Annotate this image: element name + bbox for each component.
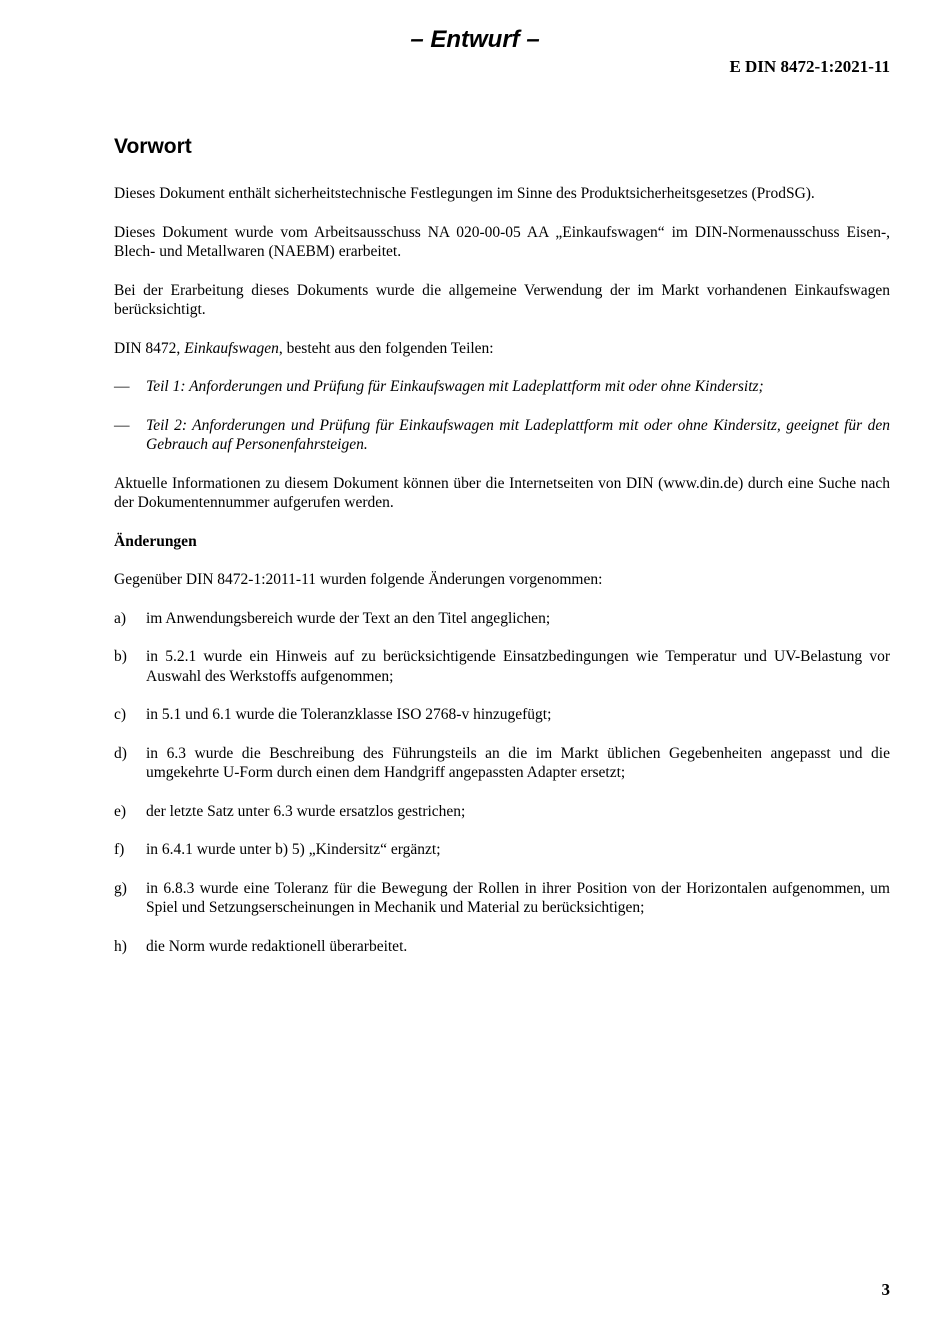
foreword-paragraph-3: Bei der Erarbeitung dieses Dokuments wurde die allgemeine Verwendung der im Markt vorhandenen Einkaufswagen berücksichtigt. <box>114 281 890 318</box>
change-label: e) <box>114 802 127 820</box>
parts-list-item <box>114 416 890 455</box>
foreword-paragraph-2: Dieses Dokument wurde vom Arbeitsausschuss NA 020-00-05 AA „Einkaufswagen“ im DIN-Normenausschuss Eisen-, Blech- und Metallwaren (NAEBM) erarbeitet. <box>114 223 890 260</box>
changes-intro: Gegenüber DIN 8472-1:2011-11 wurden folgende Änderungen vorgenommen: <box>114 571 603 588</box>
change-item <box>114 647 890 686</box>
part-text: Teil 2: Anforderungen und Prüfung für Einkaufswagen mit Ladeplattform mit oder ohne Kindersitz, geeignet für den Gebrauch auf Personenfahrsteigen. <box>146 416 890 453</box>
list-dash: — <box>114 416 130 434</box>
change-text: in 6.3 wurde die Beschreibung des Führungsteils an die im Markt üblichen Gegebenheiten angepasst und die umgekehrte U-Form durch einen dem Handgriff angepassten Adapter ersetzt; <box>146 744 890 781</box>
page-content <box>114 133 890 975</box>
changes-heading: Änderungen <box>114 532 197 550</box>
change-text: der letzte Satz unter 6.3 wurde ersatzlos gestrichen; <box>146 802 466 820</box>
parts-intro-title: Einkaufswagen <box>184 339 279 357</box>
part-text: Teil 1: Anforderungen und Prüfung für Einkaufswagen mit Ladeplattform mit oder ohne Kindersitz; <box>146 378 764 395</box>
change-label: f) <box>114 841 125 858</box>
parts-intro <box>114 339 890 359</box>
page-number: 3 <box>881 1280 890 1299</box>
change-item <box>114 705 890 725</box>
change-label: a) <box>114 609 127 627</box>
list-dash: — <box>114 378 130 395</box>
change-text: die Norm wurde redaktionell überarbeitet. <box>146 937 408 955</box>
change-item <box>114 609 890 629</box>
parts-intro-post: , besteht aus den folgenden Teilen: <box>278 339 494 357</box>
parts-intro-pre: DIN 8472, <box>114 339 185 357</box>
change-text: in 6.8.3 wurde eine Toleranz für die Bewegung der Rollen in ihrer Position von der Horizontalen aufgenommen, um Spiel und Setzungserscheinungen in Mechanik und Material zu berücksichtigen; <box>146 879 890 916</box>
change-text: in 6.4.1 wurde unter b) 5) „Kindersitz“ ergänzt; <box>146 841 441 858</box>
change-item <box>114 744 890 783</box>
draft-label: – Entwurf – <box>410 26 540 53</box>
change-item <box>114 937 890 957</box>
change-label: d) <box>114 744 127 762</box>
change-label: g) <box>114 879 127 897</box>
change-label: c) <box>114 706 127 723</box>
foreword-paragraph-1: Dieses Dokument enthält sicherheitstechnische Festlegungen im Sinne des Produktsicherheitsgesetzes (ProdSG). <box>114 185 815 202</box>
change-item <box>114 802 890 822</box>
change-item <box>114 879 890 918</box>
parts-list-item <box>114 377 890 397</box>
change-text: in 5.2.1 wurde ein Hinweis auf zu berücksichtigende Einsatzbedingungen wie Temperatur und UV-Belastung vor Auswahl des Werkstoffs aufgenommen; <box>146 648 890 685</box>
document-id: E DIN 8472-1:2021-11 <box>729 57 890 76</box>
change-text: im Anwendungsbereich wurde der Text an den Titel angeglichen; <box>146 609 551 627</box>
change-text: in 5.1 und 6.1 wurde die Toleranzklasse ISO 2768-v hinzugefügt; <box>146 706 552 723</box>
foreword-heading: Vorwort <box>114 135 192 158</box>
foreword-paragraph-4: Aktuelle Informationen zu diesem Dokument können über die Internetseiten von DIN (www.din.de) durch eine Suche nach der Dokumentennummer aufgerufen werden. <box>114 474 890 511</box>
change-label: h) <box>114 937 127 955</box>
change-item <box>114 840 890 860</box>
change-label: b) <box>114 648 127 665</box>
